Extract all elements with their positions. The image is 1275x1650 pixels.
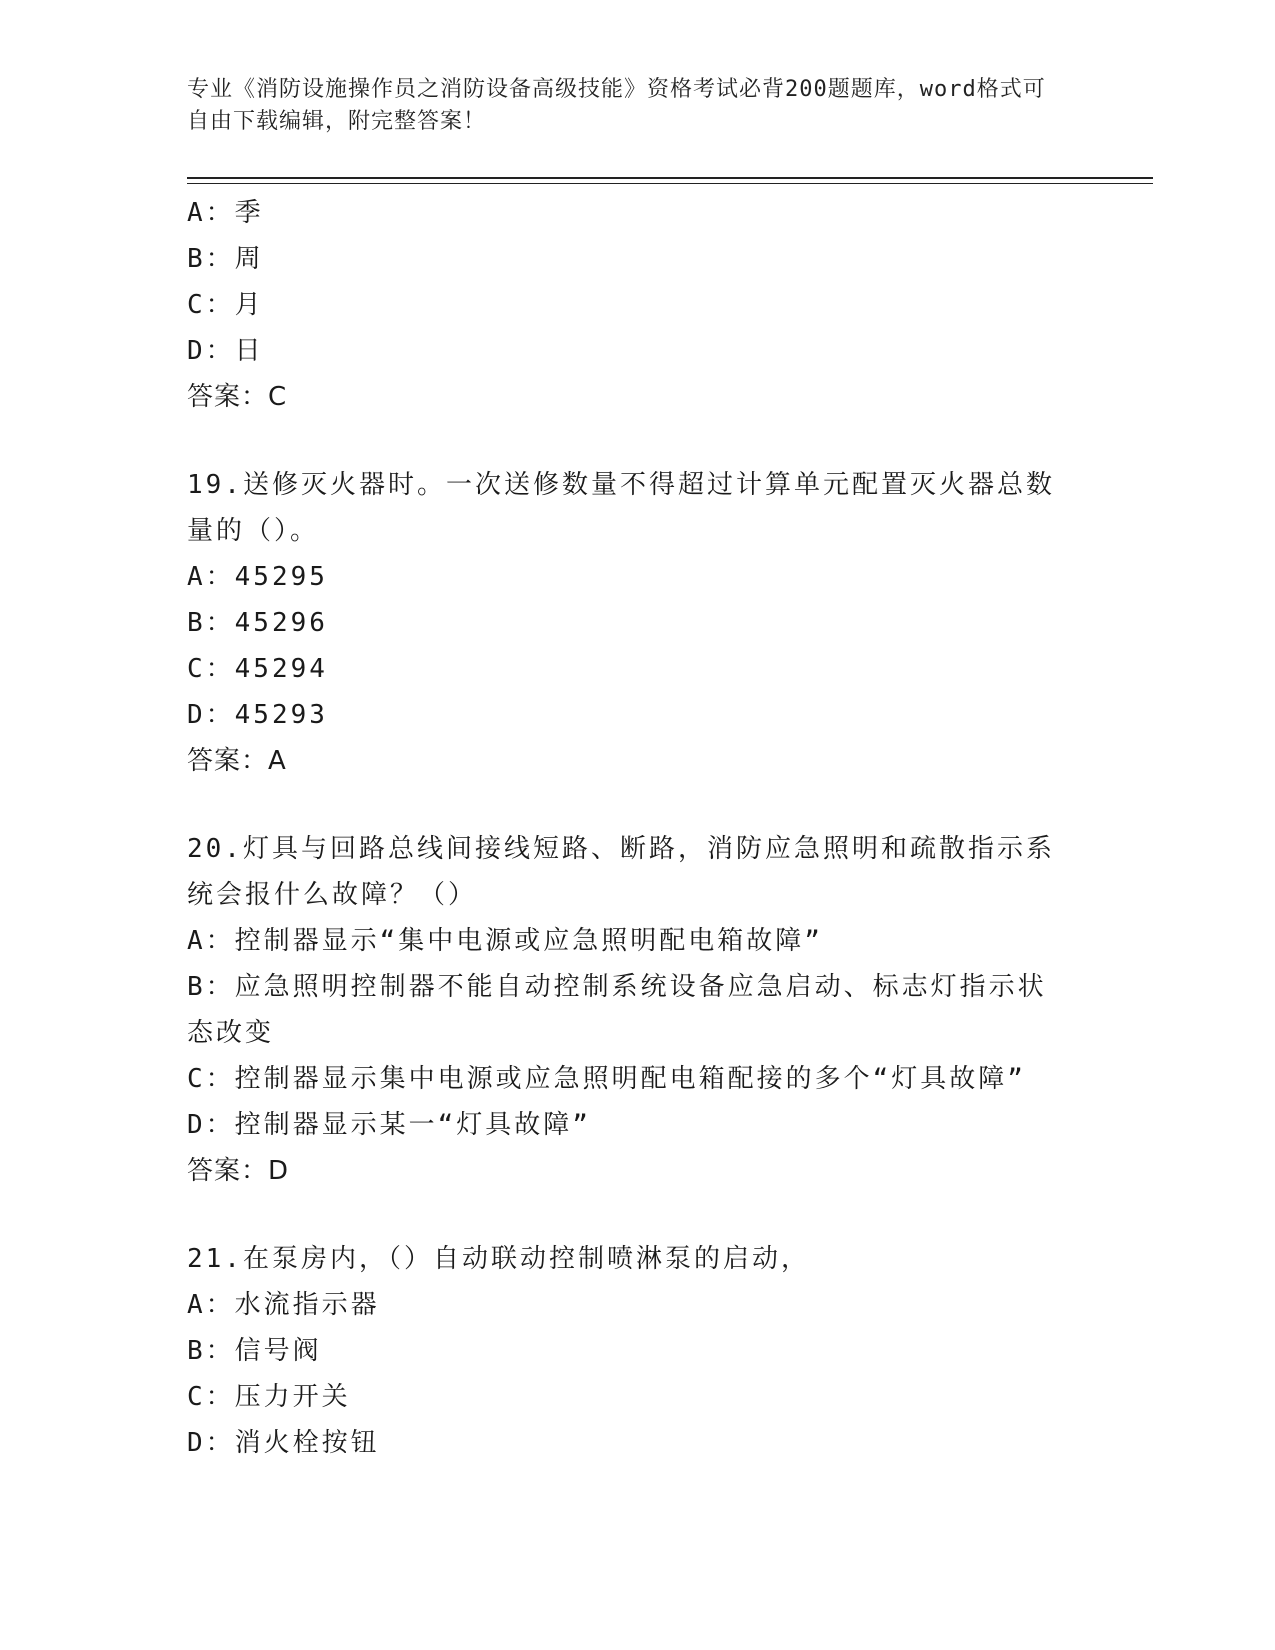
answer-line: 答案：D bbox=[187, 1156, 290, 1186]
option-a: A：季 bbox=[187, 198, 264, 228]
answer-line: 答案：C bbox=[187, 382, 288, 412]
question-text: 21.在泵房内，（）自动联动控制喷淋泵的启动， bbox=[187, 1244, 810, 1274]
spacer bbox=[187, 784, 1087, 826]
header-rule-thin bbox=[187, 183, 1153, 184]
question-20 bbox=[187, 826, 1087, 1194]
document-header: 专业《消防设施操作员之消防设备高级技能》资格考试必背200题题库，word格式可自由下载编辑，附完整答案！ bbox=[187, 77, 1046, 134]
option-c: C：控制器显示集中电源或应急照明配电箱配接的多个“灯具故障” bbox=[187, 1064, 1026, 1094]
question-text: 20.灯具与回路总线间接线短路、断路，消防应急照明和疏散指示系统会报什么故障？（） bbox=[187, 834, 1055, 910]
option-b: B：应急照明控制器不能自动控制系统设备应急启动、标志灯指示状态改变 bbox=[187, 972, 1047, 1048]
option-c: C：压力开关 bbox=[187, 1382, 351, 1412]
question-19 bbox=[187, 462, 1087, 784]
option-d: D：45293 bbox=[187, 700, 328, 730]
option-c: C：45294 bbox=[187, 654, 328, 684]
option-d: D：日 bbox=[187, 336, 264, 366]
spacer bbox=[187, 420, 1087, 462]
option-b: B：周 bbox=[187, 244, 264, 274]
answer-line: 答案：A bbox=[187, 746, 287, 776]
question-block-prev bbox=[187, 190, 1087, 420]
question-text: 19.送修灭火器时。一次送修数量不得超过计算单元配置灭火器总数量的（）。 bbox=[187, 470, 1055, 546]
option-a: A：45295 bbox=[187, 562, 328, 592]
question-21 bbox=[187, 1236, 1087, 1466]
spacer bbox=[187, 1194, 1087, 1236]
header-rule-thick bbox=[187, 177, 1153, 179]
option-d: D：消火栓按钮 bbox=[187, 1428, 380, 1458]
option-a: A：水流指示器 bbox=[187, 1290, 380, 1320]
option-d: D：控制器显示某一“灯具故障” bbox=[187, 1110, 591, 1140]
document-content bbox=[187, 190, 1087, 1466]
option-b: B：信号阀 bbox=[187, 1336, 322, 1366]
option-b: B：45296 bbox=[187, 608, 328, 638]
option-c: C：月 bbox=[187, 290, 264, 320]
option-a: A：控制器显示“集中电源或应急照明配电箱故障” bbox=[187, 926, 823, 956]
